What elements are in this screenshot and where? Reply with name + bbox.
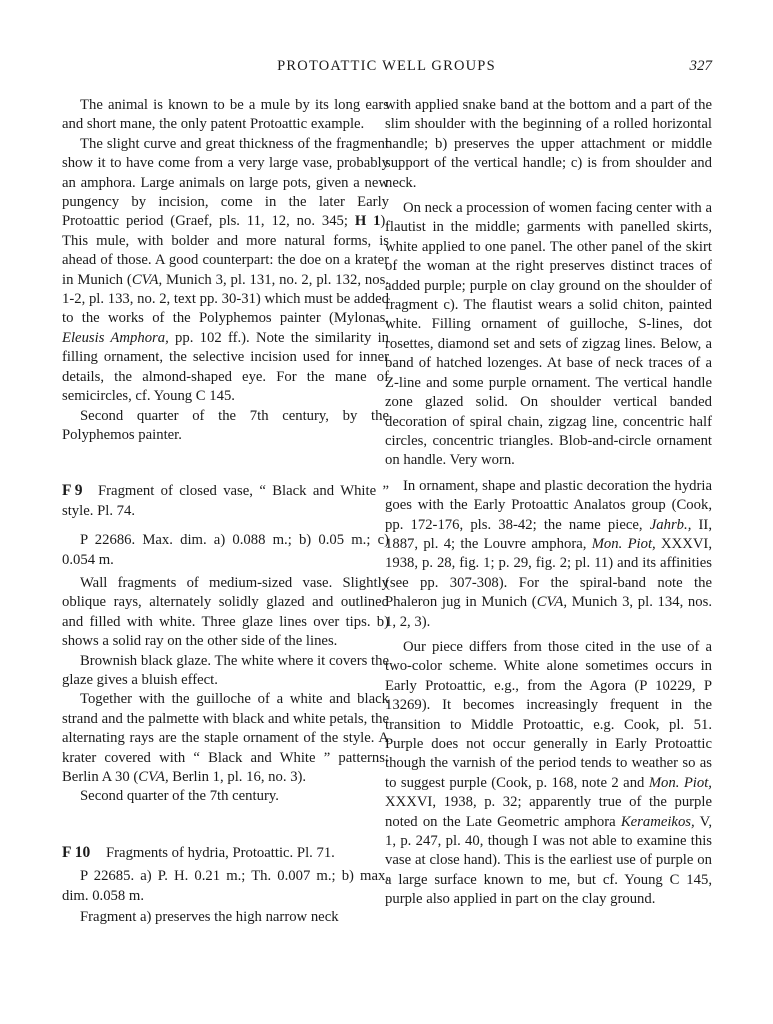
entry-f9-glaze: Brownish black glaze. The white where it covers the glaze gives a bluish effect. xyxy=(62,652,389,688)
entry-f10-id: F 10 xyxy=(62,843,91,861)
page-header xyxy=(0,58,773,82)
entry-f9-heading xyxy=(62,481,389,521)
right-column xyxy=(385,96,712,910)
paragraph-mule: The animal is known to be a mule by its long ears and short mane, the only patent Protoattic example. xyxy=(62,97,389,133)
entry-f10-two-color: Our piece differs from those cited in the use of a two-color scheme. White alone sometimes occurs in Early Protoattic, e.g., from the Agora (P 10229, P 13269). It becomes increasingly frequent in the transition to Middle Protoattic, e.g. Cook, pl. 51. Purple does not occur generally in Early Protoattic though the varnish of the period tends to weather so as to suggest purple (Cook, p. 168, note 2 and Mon. Piot, XXXVI, 1938, p. 32; apparently true of the purple noted on the Late Geometric amphora Kerameikos, V, 1, p. 247, pl. 40, though I was not able to examine this vase at close hand). This is the earliest use of purple on a large surface known to me, but cf. Young C 145, purple also applied in part on the clay ground. xyxy=(385,638,712,908)
entry-f10-decoration: On neck a procession of women facing center with a flautist in the middle; garments with panelled skirts, white applied to one panel. The other panel of the skirt of the woman at the right preserves distinct traces of added purple; purple on clay ground on the shoulder of fragment c). The flautist wears a solid chiton, painted white. Filling ornament of guilloche, S-lines, dot rosettes, diamond set and sets of zigzag lines. Below, a band of hatched lozenges. At base of neck traces of a Z-line and some purple ornament. The vertical handle zone glazed solid. On shoulder vertical banded decoration of spiral chain, zigzag line, concentric half circles, concentric triangles. Blob-and-circle ornament on handle. Very worn. xyxy=(385,200,712,469)
entry-f10-description-start: Fragment a) preserves the high narrow neck xyxy=(80,909,339,926)
entry-f9-id: F 9 xyxy=(62,482,83,500)
entry-f9-meta: P 22686. Max. dim. a) 0.088 m.; b) 0.05 m.; c) 0.054 m. xyxy=(62,532,389,568)
entry-f10-comparison: In ornament, shape and plastic decoration the hydria goes with the Early Protoattic Analatos group (Cook, pp. 172-176, pls. 38-42; the name piece, Jahrb., II, 1887, pl. 4; the Louvre amphora, Mon. Piot, XXXVI, 1938, p. 28, fig. 1; p. 29, fig. 2; pl. 11) and its affinities (see pp. 307-308). For the spiral-band note the Phaleron jug in Munich (CVA, Munich 3, pl. 134, nos. 1, 2, 3). xyxy=(385,477,712,630)
entry-f10-description-cont: with applied snake band at the bottom and a part of the slim shoulder with the beginning of a rolled horizontal handle; b) preserves the upper attachment or middle support of the vertical handle; c) is from shoulder and neck. xyxy=(385,97,712,191)
paragraph-curve: The slight curve and great thickness of the fragment show it to have come from a very large vase, probably an amphora. Large animals on large pots, given a new pungency by incision, come in the later Early Protoattic period (Graef, pls. 11, 12, no. 345; H 1). This mule, with bolder and more natural forms, is ahead of those. A good counterpart: the doe on a krater in Munich (CVA, Munich 3, pl. 131, no. 2, pl. 132, nos. 1-2, pl. 133, no. 2, text pp. 30-31) which must be added to the works of the Polyphemos painter (Mylonas, Eleusis Amphora, pp. 102 ff.). Note the similarity in filling ornament, the selective incision used for inner details, the almond-shaped eye. For the mane of semicircles, cf. Young C 145. xyxy=(62,135,389,405)
running-title: PROTOATTIC WELL GROUPS xyxy=(277,58,496,74)
entry-f9-dating: Second quarter of the 7th century. xyxy=(80,788,279,805)
entry-f9-comparison: Together with the guilloche of a white and black strand and the palmette with black and white petals, the alternating rays are the staple ornament of the style. A krater covered with “ Black and White ” patterns: Berlin A 30 (CVA, Berlin 1, pl. 16, no. 3). xyxy=(62,691,389,785)
page-number: 327 xyxy=(689,58,712,74)
entry-f10-meta: P 22685. a) P. H. 0.21 m.; Th. 0.007 m.; b) max. dim. 0.058 m. xyxy=(62,868,389,904)
entry-f9-title: Fragment of closed vase, “ Black and White ” style. Pl. 74. xyxy=(62,483,389,519)
paragraph-dating: Second quarter of the 7th century, by the Polyphemos painter. xyxy=(62,407,389,443)
entry-f10-heading xyxy=(62,843,389,863)
left-column xyxy=(62,96,389,927)
entry-f10-title: Fragments of hydria, Protoattic. Pl. 71. xyxy=(106,844,335,861)
entry-f9-description: Wall fragments of medium-sized vase. Slightly oblique rays, alternately solidly glazed and outlined and filled with white. Three glaze lines over tips. b) shows a solid ray on the other side of the lines. xyxy=(62,574,389,650)
